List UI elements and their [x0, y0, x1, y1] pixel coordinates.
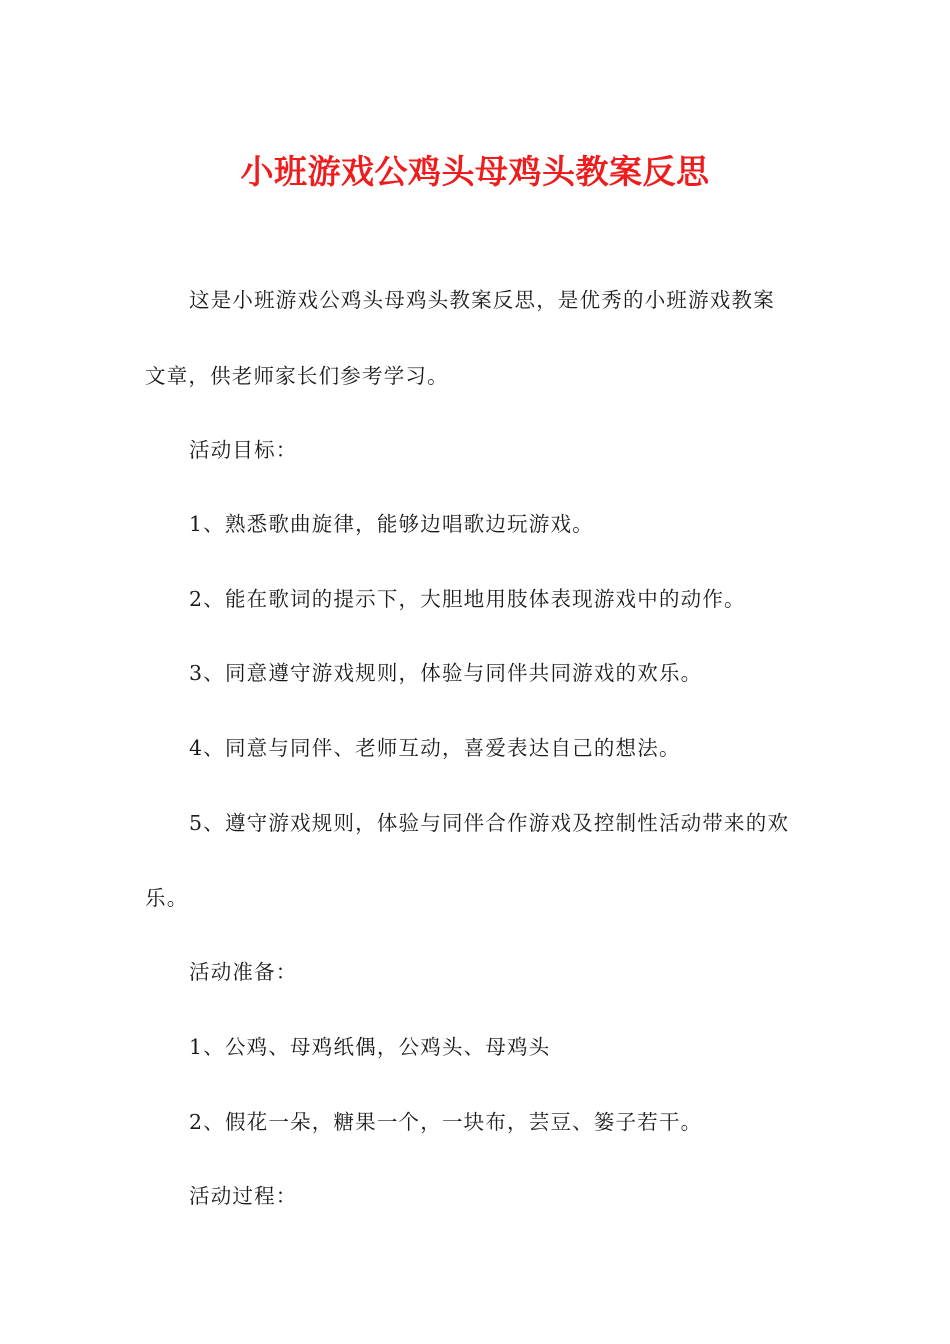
- prep-item-1: 1、公鸡、母鸡纸偶，公鸡头、母鸡头: [189, 1035, 551, 1059]
- goal-item-3: 3、同意遵守游戏规则，体验与同伴共同游戏的欢乐。: [189, 661, 703, 685]
- goal-item-4: 4、同意与同伴、老师互动，喜爱表达自己的想法。: [189, 736, 681, 760]
- section-heading-process: 活动过程：: [189, 1184, 298, 1208]
- prep-item-2: 2、假花一朵，糖果一个，一块布，芸豆、篓子若干。: [189, 1110, 703, 1134]
- intro-line-1: 这是小班游戏公鸡头母鸡头教案反思，是优秀的小班游戏教案: [189, 288, 775, 312]
- section-heading-goals: 活动目标：: [189, 438, 298, 462]
- goal-item-5-line-2: 乐。: [145, 886, 189, 910]
- goal-item-1: 1、熟悉歌曲旋律，能够边唱歌边玩游戏。: [189, 512, 594, 536]
- intro-line-2: 文章，供老师家长们参考学习。: [145, 364, 449, 388]
- goal-item-2: 2、能在歌词的提示下，大胆地用肢体表现游戏中的动作。: [189, 587, 746, 611]
- section-heading-preparation: 活动准备：: [189, 960, 298, 984]
- goal-item-5-line-1: 5、遵守游戏规则，体验与同伴合作游戏及控制性活动带来的欢: [189, 811, 790, 835]
- document-title: 小班游戏公鸡头母鸡头教案反思: [240, 152, 710, 191]
